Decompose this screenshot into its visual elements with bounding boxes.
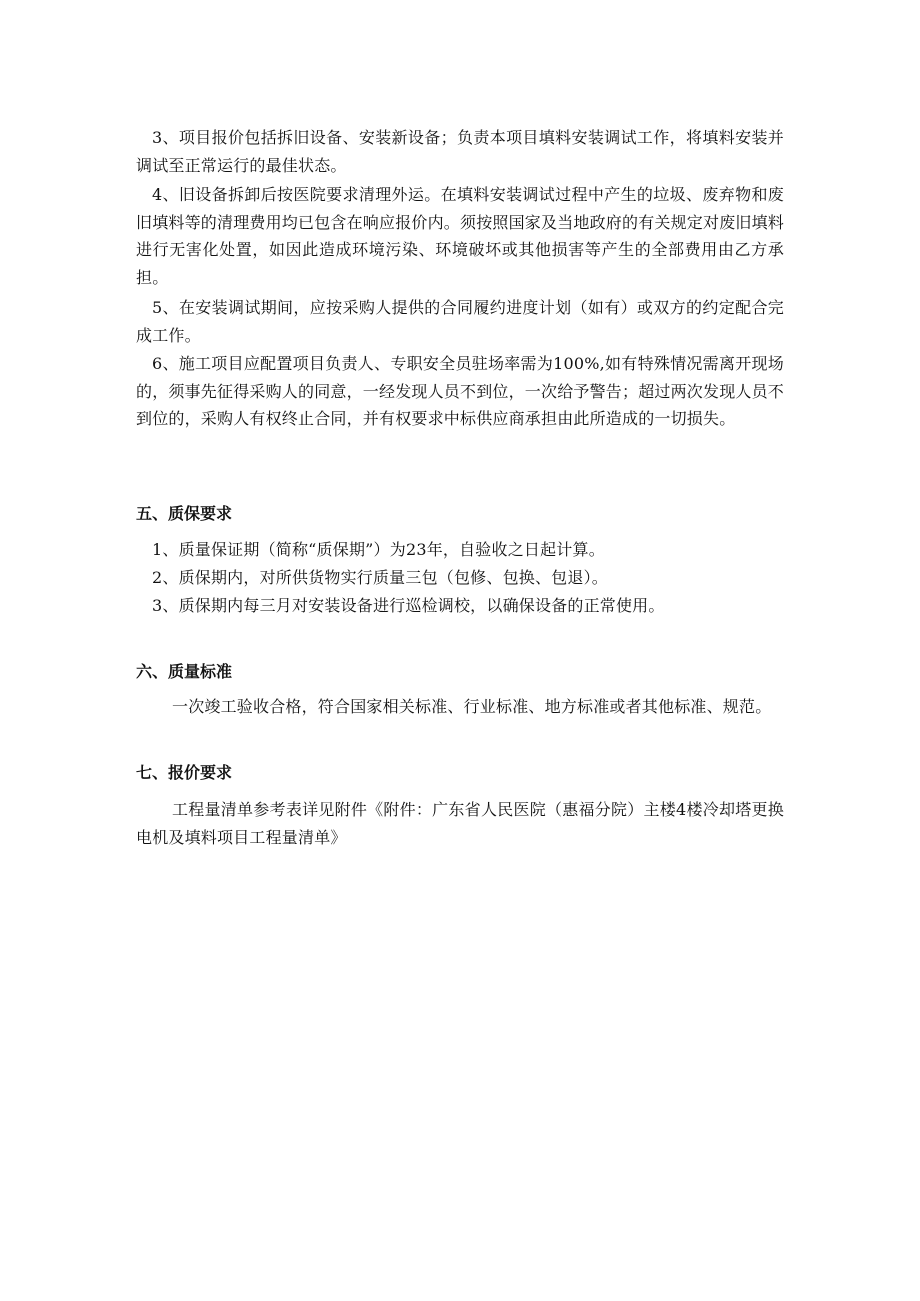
warranty-item-3: 3、质保期内每三月对安装设备进行巡检调校，以确保设备的正常使用。 <box>152 596 665 615</box>
warranty-item-1: 1、质量保证期（简称“质保期”）为23年，自验收之日起计算。 <box>152 540 605 559</box>
paragraph-item-4: 4、旧设备拆卸后按医院要求清理外运。在填料安装调试过程中产生的垃圾、废弃物和废旧填料等的清理费用均已包含在响应报价内。须按照国家及当地政府的有关规定对废旧填料进行无害化处置，如因此造成环境污染、环境破坏或其他损害等产生的全部费用由乙方承担。 <box>136 185 785 287</box>
paragraph-item-6: 6、施工项目应配置项目负责人、专职安全员驻场率需为100%,如有特殊情况需离开现场的，须事先征得采购人的同意，一经发现人员不到位，一次给予警告；超过两次发现人员不到位的，采购人有权终止合同，并有权要求中标供应商承担由此所造成的一切损失。 <box>136 354 785 428</box>
quotation-text: 工程量清单参考表详见附件《附件：广东省人民医院（惠福分院）主楼4楼冷却塔更换电机及填料项目工程量清单》 <box>136 800 784 847</box>
section-heading-quotation: 七、报价要求 <box>136 763 233 782</box>
section-heading-warranty: 五、质保要求 <box>136 504 233 523</box>
paragraph-item-5: 5、在安装调试期间，应按采购人提供的合同履约进度计划（如有）或双方的约定配合完成工作。 <box>136 298 784 345</box>
section-heading-quality-standard: 六、质量标准 <box>136 662 233 681</box>
quality-standard-text: 一次竣工验收合格，符合国家相关标准、行业标准、地方标准或者其他标准、规范。 <box>172 697 772 716</box>
warranty-item-2: 2、质保期内，对所供货物实行质量三包（包修、包换、包退）。 <box>152 568 608 587</box>
paragraph-item-3: 3、项目报价包括拆旧设备、安装新设备；负责本项目填料安装调试工作，将填料安装并调试至正常运行的最佳状态。 <box>136 128 784 175</box>
